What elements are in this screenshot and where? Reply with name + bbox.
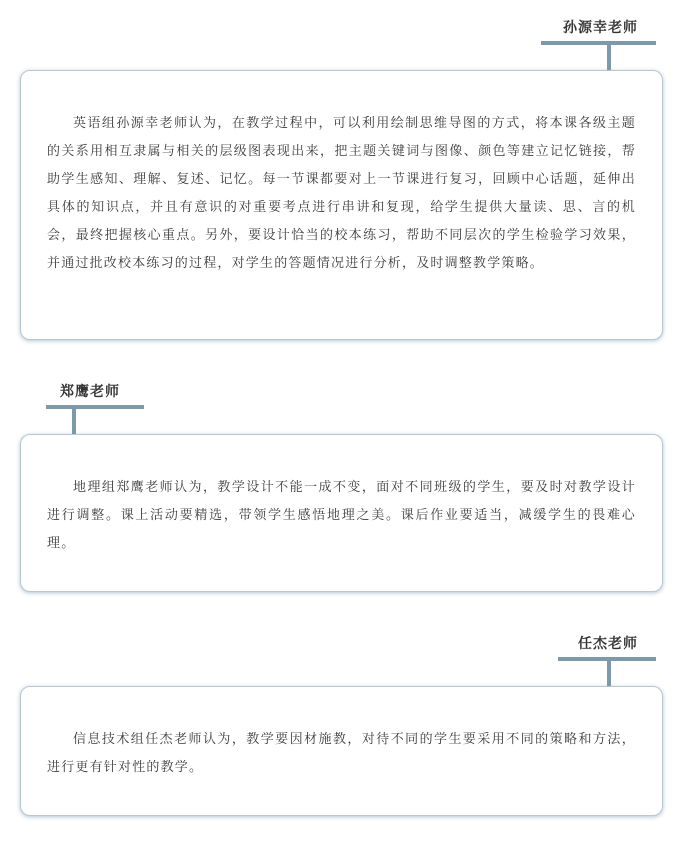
comment-paragraph: 英语组孙源幸老师认为，在教学过程中，可以利用绘制思维导图的方式，将本课各级主题的关系用相互隶属与相关的层级图表现出来，把主题关键词与图像、颜色等建立记忆链接，帮助学生感知、理解、复述、记忆。每一节课都要对上一节课进行复习，回顾中心话题，延伸出具体的知识点，并且有意识的对重要考点进行串讲和复现，给学生提供大量读、思、言的机会，最终把握核心重点。另外，要设计恰当的校本练习，帮助不同层次的学生检验学习效果，并通过批改校本练习的过程，对学生的答题情况进行分析，及时调整教学策略。 [47,116,636,271]
comment-paragraph: 信息技术组任杰老师认为，教学要因材施教，对待不同的学生要采用不同的策略和方法，进行更有针对性的教学。 [47,732,636,775]
name-connector-stem [607,660,611,686]
teacher-name-label: 任杰老师 [578,636,638,652]
comment-card [20,686,663,816]
comment-paragraph: 地理组郑鹰老师认为，教学设计不能一成不变，面对不同班级的学生，要及时对教学设计进行调整。课上活动要精选，带领学生感悟地理之美。课后作业要适当，减缓学生的畏难心理。 [47,480,636,551]
teacher-name-label: 郑鹰老师 [60,384,120,400]
teacher-name-label: 孙源幸老师 [563,20,638,36]
